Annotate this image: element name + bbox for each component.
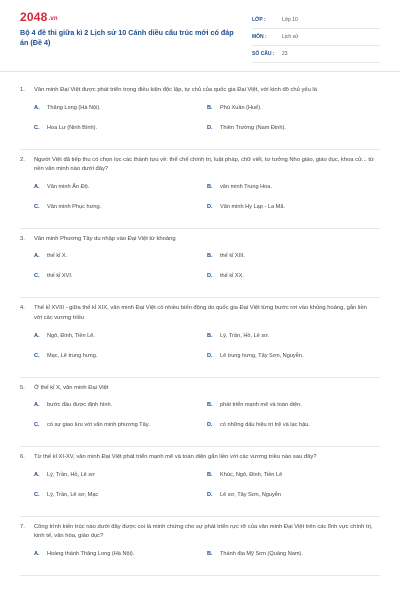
answer-options — [20, 252, 380, 292]
answer-option-c[interactable] — [34, 203, 207, 223]
document-meta — [252, 12, 380, 63]
question-text: Từ thế kỉ XI-XV, văn minh Đại Việt phát triển mạnh mẽ và toàn diện gắn liền với các vương triều nào sau đây? — [34, 454, 317, 461]
answer-option-a[interactable] — [34, 401, 207, 421]
answer-letter: D. — [207, 491, 213, 498]
answer-text: Văn minh Ấn Độ. — [47, 183, 90, 190]
question-text: Văn minh Đại Việt được phát triển trong điều kiện độc lập, tự chủ của quốc gia Đại Việt, với kinh đô chủ yếu là — [34, 87, 317, 93]
question-item — [20, 150, 380, 229]
answer-options — [20, 401, 380, 441]
meta-value: Lịch sử — [282, 34, 299, 40]
question-list — [0, 72, 400, 576]
answer-text: Thánh địa Mỹ Sơn (Quảng Nam). — [220, 550, 303, 557]
answer-option-b[interactable] — [207, 332, 380, 352]
meta-label: MÔN : — [252, 34, 267, 40]
answer-option-d[interactable] — [207, 491, 380, 511]
answer-text: Văn minh Hy Lạp - La Mã. — [220, 203, 285, 210]
answer-text: Lê sơ, Tây Sơn, Nguyễn — [220, 491, 282, 498]
answer-letter: D. — [207, 352, 213, 359]
question-text: Người Việt đã tiếp thu có chọn lọc các thành tựu về: thể chế chính trị, luật pháp, chữ viết, tư tưởng Nho giáo, giáo dục, khoa cử... từ nền văn minh nào dưới đây? — [34, 156, 374, 173]
answer-letter: A. — [34, 104, 40, 111]
answer-option-c[interactable] — [34, 352, 207, 372]
answer-option-d[interactable] — [207, 352, 380, 372]
answer-text: Lý, Trần, Hồ, Lê sơ. — [220, 332, 270, 339]
answer-option-c[interactable] — [34, 124, 207, 144]
answer-letter: B. — [207, 104, 213, 111]
answer-option-b[interactable] — [207, 401, 380, 421]
answer-text: Ngô, Đinh, Tiền Lê. — [47, 332, 95, 339]
answer-text: Lý, Trần, Lê sơ, Mạc — [47, 491, 99, 498]
answer-option-a[interactable] — [34, 550, 207, 570]
meta-row-question-count — [252, 46, 380, 63]
meta-value: Lớp 10 — [282, 17, 298, 23]
answer-letter: D. — [207, 422, 213, 429]
meta-label: SỐ CÂU : — [252, 51, 275, 57]
answer-option-b[interactable] — [207, 550, 380, 570]
answer-letter: B. — [207, 471, 213, 478]
question-item — [20, 298, 380, 377]
answer-option-a[interactable] — [34, 252, 207, 272]
question-text: Công trình kiến trúc nào dưới đây được coi là minh chứng cho sự phát triển rực rỡ của văn minh Đại Việt trên các lĩnh vực chính trị, kinh tế, văn hóa, giáo dục? — [34, 523, 373, 540]
answer-option-b[interactable] — [207, 252, 380, 272]
answer-options — [20, 332, 380, 372]
question-text: Văn minh Phương Tây du nhập vào Đại Việt từ khoảng — [34, 235, 176, 242]
answer-text: Hoàng thành Thăng Long (Hà Nội). — [47, 550, 135, 557]
document-title: Bộ 4 đề thi giữa kì 2 Lịch sử 10 Cánh diều cấu trúc mới có đáp án (Đề 4) — [20, 28, 234, 47]
question-item — [20, 229, 380, 299]
answer-option-a[interactable] — [34, 332, 207, 352]
answer-option-d[interactable] — [207, 272, 380, 292]
meta-value: 23 — [282, 51, 288, 57]
answer-text: Văn minh Phục hưng. — [47, 203, 102, 210]
question-number: 3. — [20, 235, 25, 242]
question-item — [20, 517, 380, 576]
answer-text: Lý, Trần, Hồ, Lê sơ — [47, 471, 95, 478]
question-text: Thế kỉ XVIII - giữa thế kỉ XIX, văn minh Đại Việt có nhiều biến động do quốc gia Đại Việt từng bước rơi vào khủng hoảng, gắn liền với các vương triều — [34, 305, 367, 321]
answer-option-c[interactable] — [34, 272, 207, 292]
answer-text: Hoa Lư (Ninh Bình). — [47, 124, 98, 131]
answer-letter: A. — [34, 402, 40, 409]
answer-letter: C. — [34, 124, 40, 131]
answer-text: bước đầu được định hình. — [47, 402, 113, 409]
question-item — [20, 80, 380, 150]
answer-option-c[interactable] — [34, 491, 207, 511]
answer-text: thế kỉ XIII. — [220, 253, 245, 260]
question-number: 4. — [20, 305, 25, 312]
answer-option-a[interactable] — [34, 104, 207, 124]
answer-text: có những dấu hiệu trì trệ và lạc hậu. — [220, 422, 310, 429]
answer-option-c[interactable] — [34, 421, 207, 441]
answer-letter: D. — [207, 124, 213, 131]
question-text: Ở thế kỉ X, văn minh Đại Việt — [34, 384, 109, 391]
answer-text: Phú Xuân (Huế). — [220, 104, 262, 111]
answer-option-a[interactable] — [34, 471, 207, 491]
answer-letter: B. — [207, 253, 213, 260]
answer-text: thế kỉ XVI. — [47, 273, 73, 280]
question-number: 1. — [20, 87, 25, 93]
question-item — [20, 447, 380, 517]
answer-text: Khúc, Ngô, Đinh, Tiền Lê — [220, 471, 283, 478]
answer-letter: C. — [34, 422, 40, 429]
answer-text: Thăng Long (Hà Nội). — [47, 104, 101, 111]
answer-options — [20, 104, 380, 144]
answer-option-d[interactable] — [207, 421, 380, 441]
answer-letter: C. — [34, 491, 40, 498]
answer-option-b[interactable] — [207, 471, 380, 491]
answer-letter: A. — [34, 183, 40, 190]
question-item — [20, 378, 380, 448]
answer-text: có sự giao lưu với văn minh phương Tây. — [47, 422, 150, 429]
answer-letter: A. — [34, 471, 40, 478]
answer-text: Thiên Trường (Nam Định). — [220, 124, 286, 131]
answer-options — [20, 471, 380, 511]
question-number: 5. — [20, 384, 25, 391]
answer-letter: B. — [207, 183, 213, 190]
answer-text: phát triển mạnh mẽ và toàn diện. — [220, 402, 302, 409]
answer-letter: C. — [34, 352, 40, 359]
meta-row-class — [252, 12, 380, 29]
answer-options — [20, 183, 380, 223]
answer-letter: A. — [34, 550, 40, 557]
answer-option-d[interactable] — [207, 124, 380, 144]
answer-letter: A. — [34, 332, 40, 339]
answer-text: thế kỉ XX. — [220, 273, 244, 280]
answer-letter: D. — [207, 203, 213, 210]
question-number: 2. — [20, 156, 25, 163]
logo-suffix: .vn — [48, 16, 58, 22]
logo-main: 2048 — [20, 10, 48, 24]
answer-text: Lê trung hưng, Tây Sơn, Nguyễn. — [220, 352, 304, 359]
answer-text: văn minh Trung Hoa. — [220, 183, 272, 190]
answer-letter: C. — [34, 273, 40, 280]
meta-label: LỚP : — [252, 17, 266, 23]
question-number: 6. — [20, 454, 25, 461]
answer-letter: A. — [34, 253, 40, 260]
document-header — [0, 0, 400, 72]
answer-letter: B. — [207, 332, 213, 339]
answer-letter: B. — [207, 550, 213, 557]
answer-options — [20, 550, 380, 570]
answer-letter: B. — [207, 402, 213, 409]
answer-letter: C. — [34, 203, 40, 210]
answer-text: thế kỉ X. — [47, 253, 68, 260]
answer-letter: D. — [207, 273, 213, 280]
question-number: 7. — [20, 523, 25, 530]
meta-row-subject — [252, 29, 380, 46]
answer-option-b[interactable] — [207, 104, 380, 124]
answer-option-b[interactable] — [207, 183, 380, 203]
answer-option-a[interactable] — [34, 183, 207, 203]
answer-option-d[interactable] — [207, 203, 380, 223]
answer-text: Mạc, Lê trung hưng. — [47, 352, 98, 359]
